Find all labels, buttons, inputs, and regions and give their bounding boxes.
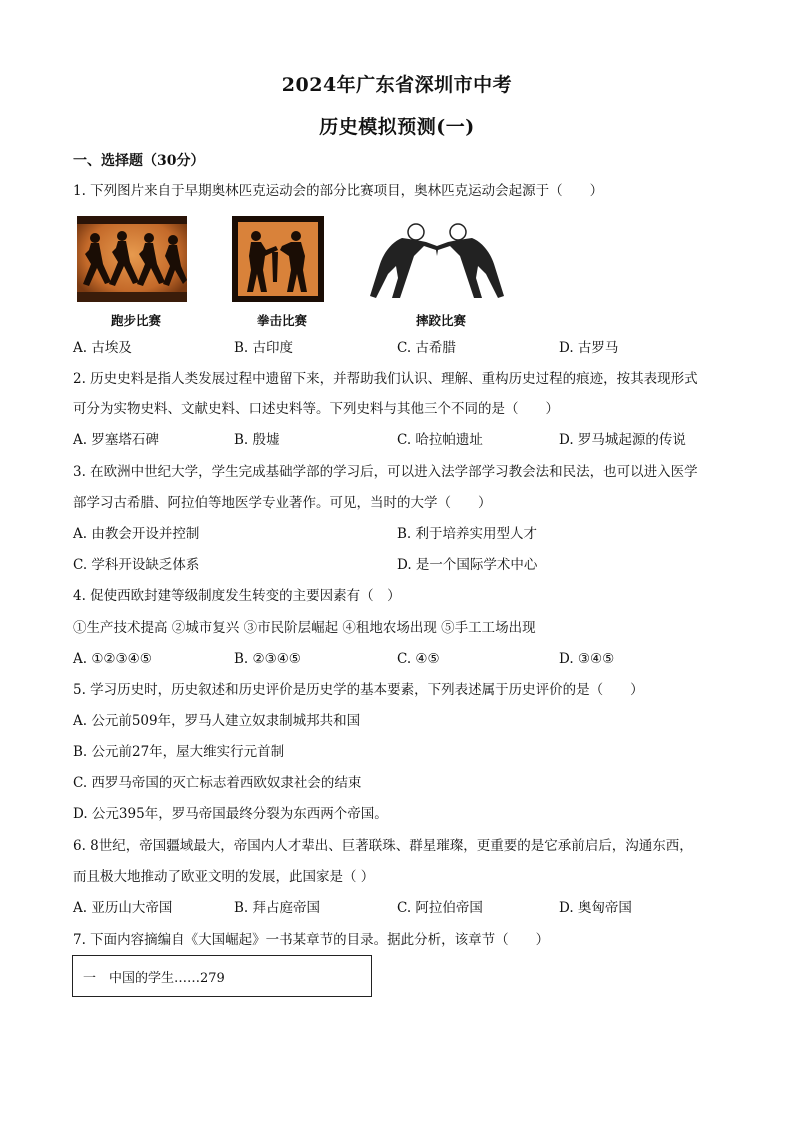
q4-items: ①生产技术提高 ②城市复兴 ③市民阶层崛起 ④租地农场出现 ⑤手工工场出现 — [73, 620, 536, 636]
q5-option-c[interactable]: C. 西罗马帝国的灭亡标志着西欧奴隶社会的结束 — [73, 775, 362, 791]
q4-option-a[interactable]: A. ①②③④⑤ — [73, 651, 152, 667]
q6-stem-line2: 而且极大地推动了欧亚文明的发展，此国家是（ ） — [73, 869, 375, 885]
q2-option-d[interactable]: D. 罗马城起源的传说 — [559, 432, 686, 448]
q6-option-c[interactable]: C. 阿拉伯帝国 — [397, 900, 483, 916]
q6-option-a[interactable]: A. 亚历山大帝国 — [73, 900, 173, 916]
q1-option-c[interactable]: C. 古希腊 — [397, 340, 456, 356]
caption-wrestling: 摔跤比赛 — [415, 313, 466, 328]
q6-option-d[interactable]: D. 奥匈帝国 — [559, 900, 632, 916]
q4-option-c[interactable]: C. ④⑤ — [397, 651, 440, 667]
q3-stem-line2: 部学习古希腊、阿拉伯等地医学专业著作。可见，当时的大学（ ） — [73, 495, 492, 511]
q4-stem: 4. 促使西欧封建等级制度发生转变的主要因素有（ ） — [73, 588, 401, 604]
q1-option-b[interactable]: B. 古印度 — [234, 340, 294, 356]
q3-option-d[interactable]: D. 是一个国际学术中心 — [397, 557, 538, 573]
q6-option-b[interactable]: B. 拜占庭帝国 — [234, 900, 321, 916]
q7-toc-box — [72, 955, 372, 997]
q6-stem-line1: 6. 8世纪，帝国疆域最大，帝国内人才辈出、巨著联珠、群星璀璨，更重要的是它承前启后，沟通东西， — [73, 838, 693, 854]
q5-option-d[interactable]: D. 公元395年，罗马帝国最终分裂为东西两个帝国。 — [73, 806, 388, 822]
q1-option-d[interactable]: D. 古罗马 — [559, 340, 619, 356]
q4-option-d[interactable]: D. ③④⑤ — [559, 651, 615, 667]
section-heading: 一、选择题（30分） — [73, 153, 205, 169]
q3-option-c[interactable]: C. 学科开设缺乏体系 — [73, 557, 200, 573]
caption-boxing: 拳击比赛 — [256, 313, 307, 328]
caption-running: 跑步比赛 — [110, 313, 161, 328]
q2-option-a[interactable]: A. 罗塞塔石碑 — [73, 432, 159, 448]
q7-toc-entry: 一 中国的学生……279 — [83, 971, 225, 986]
q2-option-b[interactable]: B. 殷墟 — [234, 432, 280, 448]
q1-option-a[interactable]: A. 古埃及 — [73, 340, 132, 356]
boxing-vase-image — [232, 216, 324, 302]
q5-option-a[interactable]: A. 公元前509年，罗马人建立奴隶制城邦共和国 — [73, 713, 361, 729]
q3-stem-line1: 3. 在欧洲中世纪大学，学生完成基础学部的学习后，可以进入法学部学习教会法和民法，也可以进入医学 — [73, 464, 698, 480]
q7-stem: 7. 下面内容摘编自《大国崛起》一书某章节的目录。据此分析，该章节（ ） — [73, 932, 550, 948]
q3-option-b[interactable]: B. 利于培养实用型人才 — [397, 526, 538, 542]
q1-stem: 1. 下列图片来自于早期奥林匹克运动会的部分比赛项目，奥林匹克运动会起源于（ ） — [73, 183, 604, 199]
wrestling-silhouette-image — [362, 216, 512, 302]
q4-option-b[interactable]: B. ②③④⑤ — [234, 651, 301, 667]
q5-stem: 5. 学习历史时，历史叙述和历史评价是历史学的基本要素，下列表述属于历史评价的是（ ） — [73, 682, 644, 698]
q2-option-c[interactable]: C. 哈拉帕遗址 — [397, 432, 483, 448]
exam-subtitle: 历史模拟预测(一) — [319, 116, 475, 138]
q2-stem-line2: 可分为实物史料、文献史料、口述史料等。下列史料与其他三个不同的是（ ） — [73, 401, 559, 417]
exam-title: 2024年广东省深圳市中考 — [281, 74, 513, 96]
q2-stem-line1: 2. 历史史料是指人类发展过程中遗留下来，并帮助我们认识、理解、重构历史过程的痕迹，按其表现形式 — [73, 371, 698, 387]
q3-option-a[interactable]: A. 由教会开设并控制 — [73, 526, 200, 542]
running-vase-image — [77, 216, 187, 302]
q5-option-b[interactable]: B. 公元前27年，屋大维实行元首制 — [73, 744, 285, 760]
